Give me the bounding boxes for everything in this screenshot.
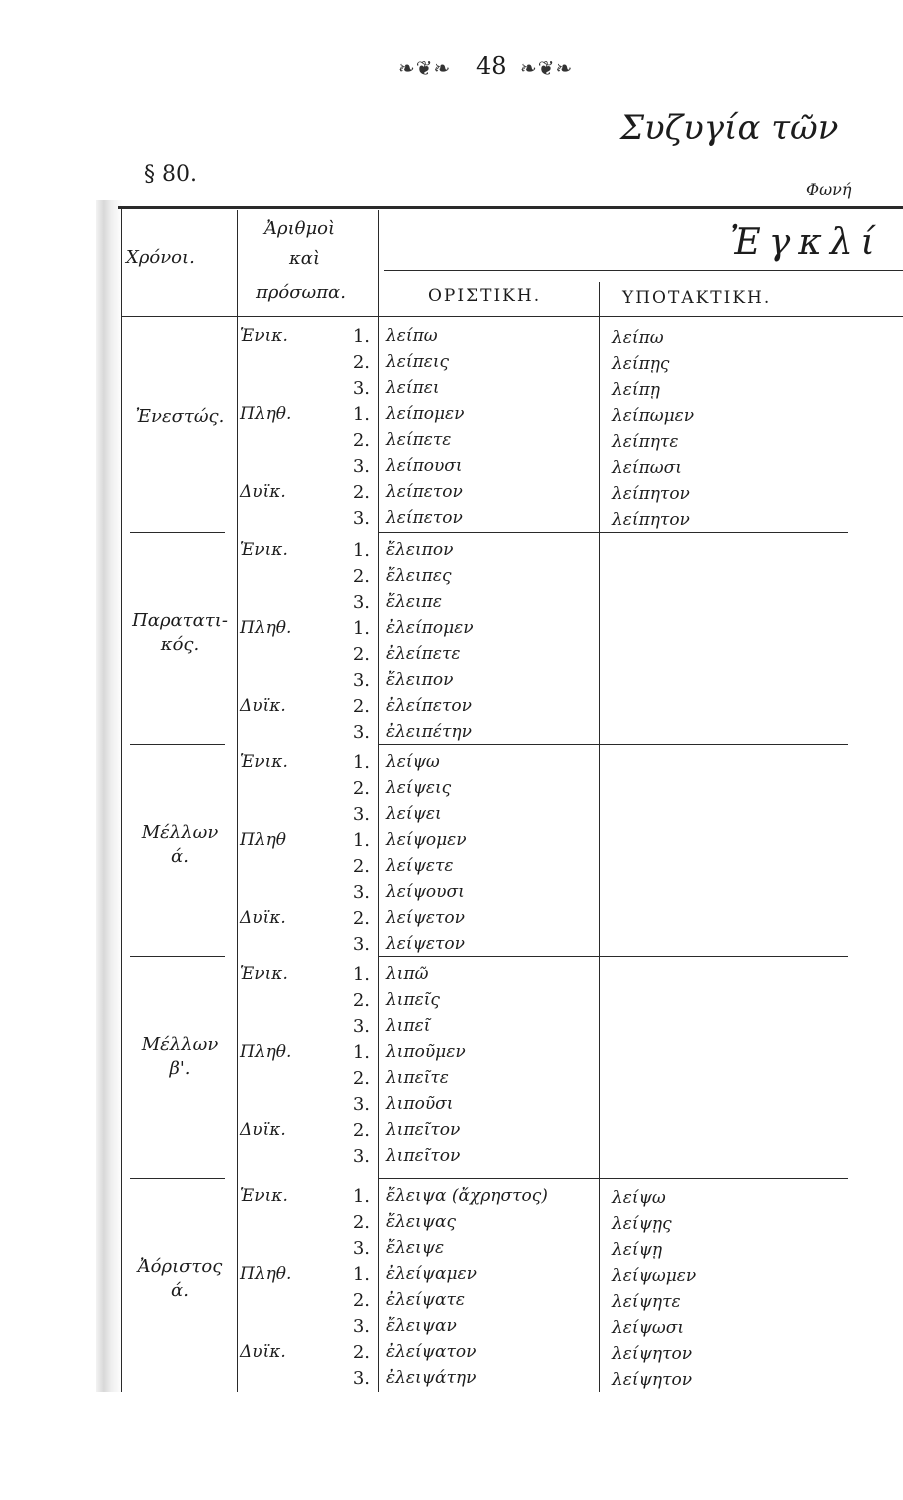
indicative-form: λείπετον	[386, 482, 463, 502]
header-bottom-rule	[121, 316, 903, 317]
tense-separator	[130, 956, 225, 957]
tense-separator	[378, 744, 848, 745]
person-number: 3.	[352, 722, 370, 743]
indicative-form: ἔλειπε	[386, 592, 442, 612]
person-number: 1.	[352, 752, 370, 773]
indicative-form: ἐλείπετε	[386, 644, 461, 664]
tense-column-rule	[237, 210, 238, 1392]
tense-name: Παρατατι-	[132, 610, 228, 631]
person-number: 1.	[352, 540, 370, 561]
person-number: 3.	[352, 1238, 370, 1259]
indicative-form: ἔλειψας	[386, 1212, 457, 1232]
indicative-form: λιπῶ	[386, 964, 429, 984]
person-number: 3.	[352, 456, 370, 477]
page-title: Συζυγία τῶν	[620, 108, 839, 148]
subjunctive-form: λείψωμεν	[612, 1266, 697, 1286]
indicative-form: λείψουσι	[386, 882, 465, 902]
subjunctive-form: λείψωσι	[612, 1318, 685, 1338]
indicative-form: λείψεις	[386, 778, 452, 798]
person-number: 1.	[352, 1186, 370, 1207]
tense-name: Μέλλων	[141, 822, 219, 843]
indicative-column-rule	[599, 282, 600, 1392]
indicative-form: λείψετον	[386, 908, 465, 928]
tense-name: ά.	[171, 1280, 189, 1301]
person-number: 3.	[352, 934, 370, 955]
person-number: 3.	[352, 378, 370, 399]
number-label: Δυϊκ.	[240, 908, 286, 928]
person-number: 2.	[352, 990, 370, 1011]
person-number: 3.	[352, 592, 370, 613]
indicative-form: λείψετον	[386, 934, 465, 954]
indicative-form: ἐλείπετον	[386, 696, 472, 716]
indicative-form: ἔλειπες	[386, 566, 452, 586]
subjunctive-form: λείπωσι	[612, 458, 682, 478]
person-number: 3.	[352, 1146, 370, 1167]
person-number: 1.	[352, 830, 370, 851]
person-number: 2.	[352, 566, 370, 587]
indicative-form: ἐλείψαμεν	[386, 1264, 478, 1284]
subjunctive-form: λείπῃ	[612, 380, 660, 400]
person-number: 2.	[352, 778, 370, 799]
person-number: 3.	[352, 508, 370, 529]
indicative-form: λιπεῖτον	[386, 1146, 461, 1166]
indicative-form: λείπει	[386, 378, 440, 398]
subjunctive-form: λείπῃς	[612, 354, 670, 374]
indicative-form: λείψω	[386, 752, 440, 772]
person-number: 3.	[352, 882, 370, 903]
subjunctive-form: λείψῃς	[612, 1214, 672, 1234]
tense-name: ά.	[171, 846, 189, 867]
subjunctive-form: λείψητε	[612, 1292, 681, 1312]
subjunctive-form: λείψητον	[612, 1370, 693, 1390]
number-column-rule	[378, 210, 379, 1392]
person-number: 2.	[352, 1120, 370, 1141]
tense-separator	[130, 744, 225, 745]
subjunctive-form: λείπητε	[612, 432, 679, 452]
person-number: 3.	[352, 1094, 370, 1115]
person-number: 1.	[352, 404, 370, 425]
tense-name: β'.	[169, 1058, 191, 1079]
indicative-form: λιπεῖς	[386, 990, 440, 1010]
voice-label: Φωνή	[806, 180, 852, 199]
person-number: 2.	[352, 1342, 370, 1363]
indicative-form: ἐλειπέτην	[386, 722, 472, 742]
person-number: 3.	[352, 1316, 370, 1337]
tense-name: Ἐνεστώς.	[135, 406, 225, 427]
indicative-form: λιπεῖ	[386, 1016, 431, 1036]
number-label: Ἑνικ.	[240, 540, 288, 560]
subjunctive-form: λείπητον	[612, 510, 690, 530]
moods-header: Ἐγκλί	[730, 222, 883, 263]
indicative-form: ἐλείπομεν	[386, 618, 474, 638]
subjunctive-form: λείψω	[612, 1188, 666, 1208]
subjunctive-form: λείψῃ	[612, 1240, 663, 1260]
indicative-form: λιποῦμεν	[386, 1042, 466, 1062]
indicative-form: ἔλειπον	[386, 540, 454, 560]
moods-header-rule	[384, 270, 903, 271]
indicative-form: λείπετε	[386, 430, 452, 450]
indicative-form: λιπεῖτε	[386, 1068, 449, 1088]
number-label: Ἑνικ.	[240, 326, 288, 346]
person-number: 3.	[352, 1016, 370, 1037]
indicative-form: λιπεῖτον	[386, 1120, 461, 1140]
indicative-form: λείψομεν	[386, 830, 467, 850]
person-number: 2.	[352, 430, 370, 451]
page-number: 48	[476, 52, 507, 80]
person-number: 2.	[352, 856, 370, 877]
indicative-form: ἐλειψάτην	[386, 1368, 477, 1388]
person-number: 2.	[352, 644, 370, 665]
person-number: 2.	[352, 482, 370, 503]
person-number: 2.	[352, 908, 370, 929]
person-number: 2.	[352, 1212, 370, 1233]
number-label: Πληθ.	[240, 618, 292, 638]
indicative-form: ἔλειψαν	[386, 1316, 457, 1336]
table-left-rule	[121, 206, 122, 1392]
indicative-form: λείπετον	[386, 508, 463, 528]
subjunctive-header: ΥΠΟΤΑΚΤΙΚΗ.	[622, 288, 772, 308]
number-label: Ἑνικ.	[240, 1186, 288, 1206]
section-number: § 80.	[144, 162, 197, 187]
number-label: Δυϊκ.	[240, 1120, 286, 1140]
person-number: 1.	[352, 1042, 370, 1063]
indicative-form: ἔλειπον	[386, 670, 454, 690]
number-label: Δυϊκ.	[240, 696, 286, 716]
indicative-form: λείπομεν	[386, 404, 465, 424]
number-label: Πληθ.	[240, 1042, 292, 1062]
numbers-header-line2: καὶ	[289, 248, 321, 269]
indicative-form: ἐλείψατον	[386, 1342, 477, 1362]
number-label: Πληθ.	[240, 1264, 292, 1284]
indicative-form: λείπουσι	[386, 456, 463, 476]
tense-separator	[378, 532, 848, 533]
binding-shadow	[96, 200, 122, 1392]
indicative-form: λείπω	[386, 326, 438, 346]
ornament-left: ❧❦❧	[398, 56, 452, 80]
tense-separator	[130, 1178, 225, 1179]
tense-separator	[378, 956, 848, 957]
tense-name: Ἀόριστος	[137, 1256, 223, 1277]
indicative-form: λείψετε	[386, 856, 454, 876]
subjunctive-form: λείπητον	[612, 484, 690, 504]
person-number: 1.	[352, 964, 370, 985]
number-label: Δυϊκ.	[240, 1342, 286, 1362]
person-number: 3.	[352, 1368, 370, 1389]
indicative-form: λιποῦσι	[386, 1094, 454, 1114]
number-label: Δυϊκ.	[240, 482, 286, 502]
ornament-right: ❧❦❧	[520, 56, 574, 80]
subjunctive-form: λείπω	[612, 328, 664, 348]
person-number: 3.	[352, 804, 370, 825]
tense-name: Μέλλων	[141, 1034, 219, 1055]
person-number: 1.	[352, 326, 370, 347]
numbers-header-line3: πρόσωπα.	[256, 282, 346, 303]
subjunctive-form: λείψητον	[612, 1344, 693, 1364]
number-label: Πληθ.	[240, 404, 292, 424]
indicative-form: ἔλειψε	[386, 1238, 445, 1258]
indicative-form: λείπεις	[386, 352, 450, 372]
person-number: 1.	[352, 1264, 370, 1285]
number-label: Ἑνικ.	[240, 752, 288, 772]
person-number: 2.	[352, 1068, 370, 1089]
person-number: 2.	[352, 1290, 370, 1311]
indicative-form: ἐλείψατε	[386, 1290, 466, 1310]
tenses-header: Χρόνοι.	[126, 247, 195, 268]
person-number: 1.	[352, 618, 370, 639]
indicative-form: ἔλειψα (ἄχρηστος)	[386, 1186, 548, 1206]
subjunctive-form: λείπωμεν	[612, 406, 695, 426]
person-number: 2.	[352, 696, 370, 717]
person-number: 2.	[352, 352, 370, 373]
tense-separator	[130, 532, 225, 533]
indicative-form: λείψει	[386, 804, 442, 824]
tense-separator	[378, 1178, 848, 1179]
tense-name: κός.	[160, 634, 200, 655]
number-label: Πληθ	[240, 830, 287, 850]
numbers-header-line1: Ἀριθμοὶ	[264, 218, 336, 239]
table-top-rule	[118, 206, 903, 209]
indicative-header: ΟΡΙΣΤΙΚΗ.	[428, 286, 542, 306]
number-label: Ἑνικ.	[240, 964, 288, 984]
person-number: 3.	[352, 670, 370, 691]
